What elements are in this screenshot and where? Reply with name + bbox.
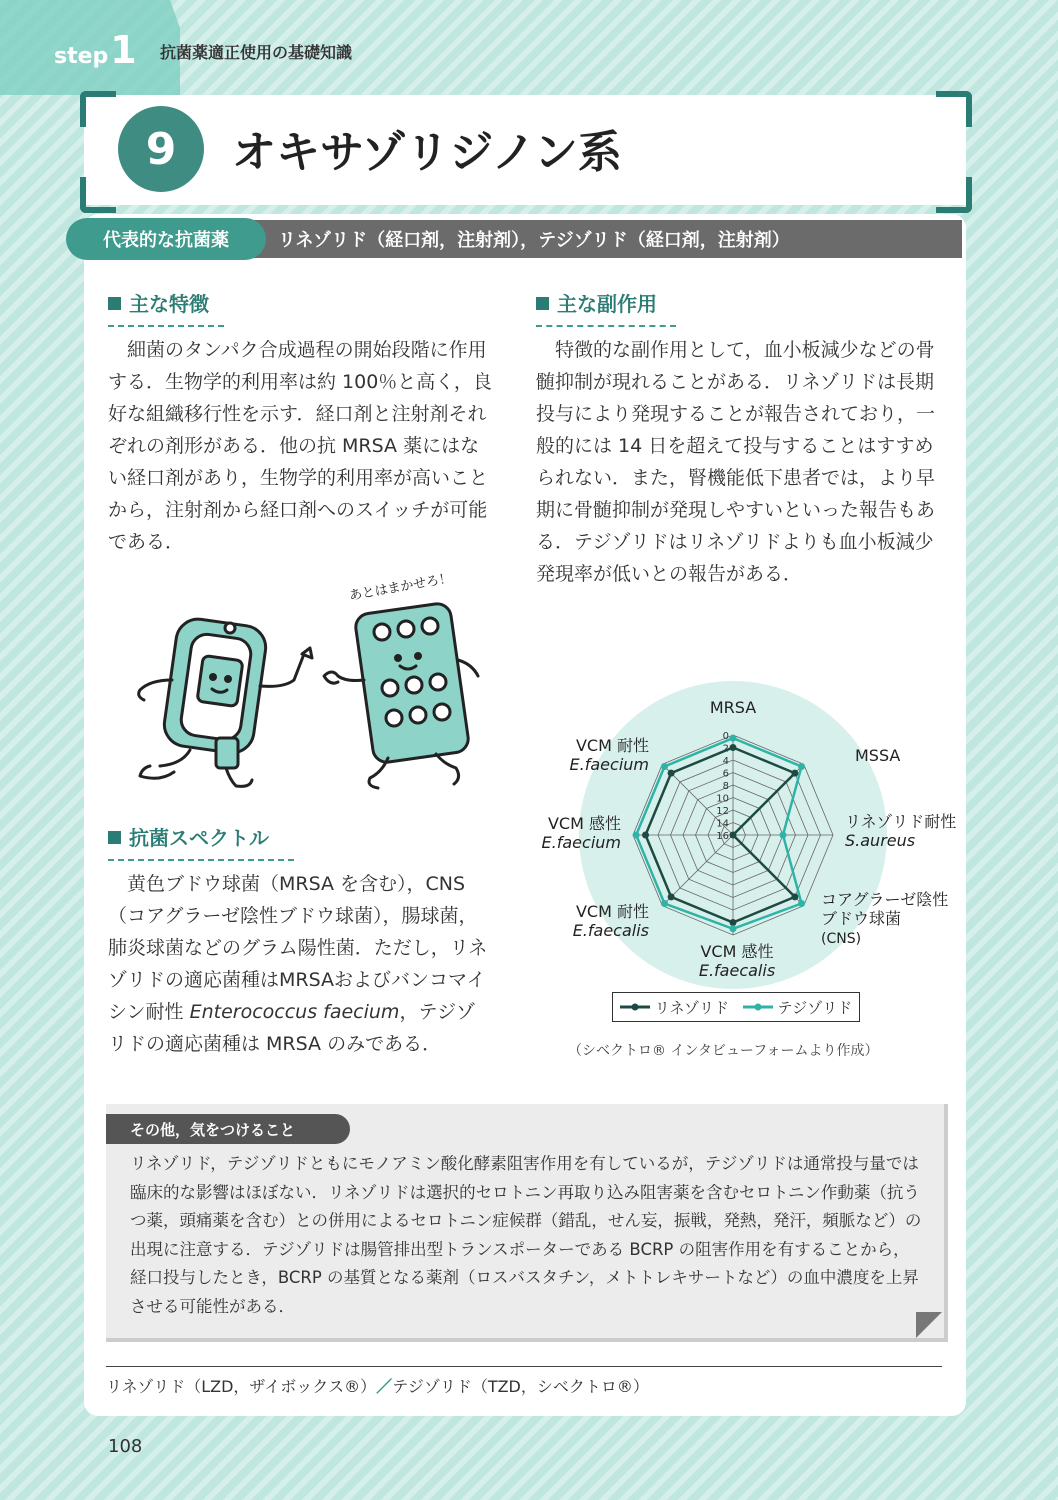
- tablet-pack-mascot: [324, 602, 478, 788]
- chapter-title: 抗菌薬適正使用の基礎知識: [160, 43, 353, 62]
- radar-axis-label: E.faecalis: [572, 921, 649, 940]
- square-bullet-icon: [108, 831, 121, 844]
- radar-point-linezolid: [730, 744, 737, 751]
- radar-axis-label: VCM 感性: [547, 814, 621, 833]
- note-text: リネゾリド，テジゾリドともにモノアミン酸化酵素阻害作用を有しているが，テジゾリドは通常投与量では臨床的な影響はほぼない．リネゾリドは選択的セロトニン再取り込み阻害薬を含むセロトニン作動薬（抗うつ薬，頭痛薬を含む）との併用によるセロトニン症候群（錯乱，せん妄，振戦，発熱，発汗，頻脈など）の出現に注意する．テジゾリドは腸管排出型トランスポーターである BCRP の阻害作用を有することから，経口投与したとき，BCRP の基質となる薬剤（ロスバスタチン，メトトレキサートなど）の血中濃度を上昇させる可能性がある．: [130, 1154, 922, 1316]
- radar-axis-label: S.aureus: [845, 831, 916, 850]
- radar-axis-label: MRSA: [709, 698, 757, 717]
- side-effects-text: 特徴的な副作用として，血小板減少などの骨髄抑制が現れることがある．リネゾリドは長期投与により発現することが報告されており，一般的には 14 日を超えて投与することはすすめられない．また，腎機能低下患者では，より早期に骨髄抑制が発現しやすいといった報告もある．テジゾリドはリネゾリドよりも血小板減少発現率が低いとの報告がある．: [536, 339, 936, 585]
- radar-scale-tick: 10: [716, 793, 729, 805]
- radar-scale-tick: 2: [722, 743, 729, 755]
- radar-scale-tick: 6: [722, 768, 729, 780]
- features-text: 細菌のタンパク合成過程の開始段階に作用する．生物学的利用率は約 100％と高く，良好な組織移行性を示す．経口剤と注射剤それぞれの剤形がある．他の抗 MRSA 薬にはない経口剤があり，生物学的利用率が高いことから，注射剤から経口剤へのスイッチが可能である．: [108, 339, 492, 553]
- radar-axis-label: コアグラーゼ陰性: [821, 890, 949, 909]
- radar-point-linezolid: [668, 770, 675, 777]
- legend-linezolid-marker-icon: [620, 1002, 650, 1012]
- radar-chart: [540, 680, 960, 1040]
- step-word: step: [54, 44, 109, 69]
- representative-drugs: リネゾリド（経口剤，注射剤），テジゾリド（経口剤，注射剤）: [244, 220, 962, 258]
- radar-point-linezolid: [730, 832, 737, 839]
- legend-tedizolid-marker-icon: [743, 1002, 773, 1012]
- footer-drugs: リネゾリド（LZD，ザイボックス®）／テジゾリド（TZD，シベクトロ®）: [106, 1377, 649, 1396]
- radar-axis-label: (CNS): [821, 931, 862, 947]
- step-label: [54, 28, 137, 72]
- radar-point-tedizolid: [730, 925, 737, 932]
- radar-axis-label: E.faecalis: [698, 961, 776, 980]
- radar-axis-label: E.faecium: [541, 833, 621, 852]
- radar-scale-tick: 4: [722, 756, 729, 767]
- bracket-top-left: [80, 91, 116, 127]
- radar-point-tedizolid: [633, 832, 640, 839]
- chart-source: （シベクトロ® インタビューフォームより作成）: [568, 1043, 879, 1059]
- bracket-bottom-right: [936, 177, 972, 213]
- radar-point-tedizolid: [780, 832, 787, 839]
- radar-scale-tick: 14: [716, 818, 729, 830]
- legend-label-linezolid: リネゾリド: [654, 998, 730, 1017]
- speech-text: あとはまかせろ！: [348, 571, 454, 604]
- section-title: オキサゾリジノン系: [232, 127, 622, 178]
- radar-point-tedizolid: [661, 763, 668, 770]
- bracket-top-right: [936, 91, 972, 127]
- radar-axis-label: MSSA: [855, 746, 901, 765]
- radar-axis-label: E.faecium: [569, 755, 649, 774]
- square-bullet-icon: [108, 297, 121, 310]
- radar-point-linezolid: [730, 919, 737, 926]
- radar-point-linezolid: [668, 893, 675, 900]
- spectrum-heading: 抗菌スペクトル: [108, 822, 294, 861]
- representative-label: 代表的な抗菌薬: [66, 218, 266, 260]
- radar-point-tedizolid: [730, 735, 737, 742]
- note-page-fold: [916, 1312, 942, 1338]
- radar-point-linezolid: [791, 770, 798, 777]
- radar-point-tedizolid: [798, 763, 805, 770]
- radar-point-tedizolid: [798, 900, 805, 907]
- bracket-bottom-left: [80, 177, 116, 213]
- footer-rule: [106, 1366, 942, 1367]
- radar-axis-label: VCM 耐性: [575, 902, 649, 921]
- radar-axis-label: VCM 耐性: [575, 736, 649, 755]
- step-number: 1: [110, 28, 137, 72]
- radar-axis-label: リネゾリド耐性: [845, 812, 957, 831]
- side-effects-heading: 主な副作用: [536, 288, 676, 327]
- legend-item-linezolid: [620, 997, 729, 1018]
- radar-scale-tick: 0: [722, 731, 729, 742]
- chart-legend: [612, 992, 860, 1022]
- radar-axis-label: ブドウ球菌: [821, 909, 902, 928]
- square-bullet-icon: [536, 297, 549, 310]
- radar-point-linezolid: [791, 893, 798, 900]
- legend-item-tedizolid: [743, 997, 853, 1018]
- legend-label-tedizolid: テジゾリド: [777, 998, 853, 1017]
- radar-axis-label: VCM 感性: [700, 942, 774, 961]
- radar-point-tedizolid: [661, 900, 668, 907]
- radar-point-linezolid: [642, 832, 649, 839]
- note-label: その他，気をつけること: [106, 1114, 350, 1144]
- spectrum-text: 黄色ブドウ球菌（MRSA を含む），CNS（コアグラーゼ陰性ブドウ球菌），腸球菌，肺炎球菌などのグラム陽性菌．ただし，リネゾリドの適応菌種はMRSAおよびバンコマイシン耐性 Enterococcus faecium，テジゾリドの適応菌種は MRSA のみである．: [108, 873, 488, 1055]
- features-heading: 主な特徴: [108, 288, 224, 327]
- radar-scale-tick: 8: [722, 781, 729, 792]
- radar-scale-tick: 12: [716, 806, 729, 817]
- page-number: 108: [108, 1436, 143, 1457]
- mascot-illustration: [120, 560, 510, 800]
- radar-scale-tick: 16: [716, 831, 729, 842]
- iv-bag-mascot: [139, 616, 312, 786]
- section-number: 9: [118, 106, 204, 192]
